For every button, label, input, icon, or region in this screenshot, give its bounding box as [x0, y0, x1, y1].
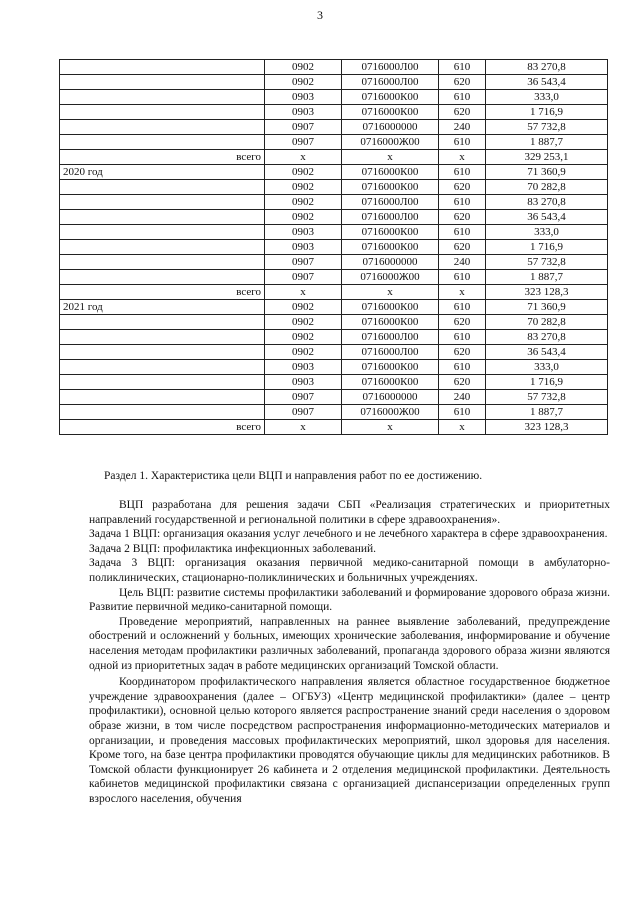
- paragraph: Задача 1 ВЦП: организация оказания услуг лечебного и не лечебного характера в сфере здравоохранения.: [89, 528, 608, 541]
- table-cell: х: [265, 285, 342, 300]
- row-label-cell: всего: [60, 285, 265, 300]
- table-cell: 610: [439, 270, 486, 285]
- table-row: [60, 405, 608, 420]
- table-cell: 610: [439, 90, 486, 105]
- table-row: [60, 240, 608, 255]
- table-cell: 83 270,8: [486, 195, 608, 210]
- table-cell: 333,0: [486, 90, 608, 105]
- table-cell: 0907: [265, 255, 342, 270]
- table-cell: 1 716,9: [486, 240, 608, 255]
- table-row: [60, 255, 608, 270]
- table-cell: 57 732,8: [486, 390, 608, 405]
- table-cell: 0902: [265, 75, 342, 90]
- row-label-cell: [60, 225, 265, 240]
- row-label-cell: [60, 405, 265, 420]
- table-cell: 1 716,9: [486, 375, 608, 390]
- row-label-cell: [60, 60, 265, 75]
- table-cell: 610: [439, 60, 486, 75]
- table-row: [60, 345, 608, 360]
- row-label-cell: [60, 240, 265, 255]
- table-cell: 71 360,9: [486, 165, 608, 180]
- table-cell: 333,0: [486, 225, 608, 240]
- table-cell: 610: [439, 225, 486, 240]
- page-number: 3: [317, 8, 323, 22]
- row-label-cell: [60, 330, 265, 345]
- paragraph: Координатором профилактического направления является областное государственное бюджетное учреждение здравоохранения (далее – ОГБУЗ) «Центр медицинской профилактики» (далее – центр профилактики), основной целью которого является распространение знаний среди населения о здоровом образе жизни, в том числе посредством распространения информационно-методических материалов и организации, и проведения массовых профилактических мероприятий, школ здоровья для населения. Кроме того, на базе центра профилактики проводятся обучающие циклы для медицинских работников. В Томской области функционирует 26 кабинета и 2 отделения медицинской профилактики. Деятельность кабинетов медицинской профилактики связана с организацией диспансеризации определенных групп взрослого населения, обучения: [89, 676, 610, 805]
- table-cell: 0902: [265, 315, 342, 330]
- table-cell: 240: [439, 390, 486, 405]
- table-cell: 0716000Л00: [342, 345, 439, 360]
- table-cell: 0716000Л00: [342, 60, 439, 75]
- table-cell: 240: [439, 120, 486, 135]
- table-cell: 0716000Ж00: [342, 135, 439, 150]
- table-cell: х: [439, 420, 486, 435]
- table-cell: 0902: [265, 165, 342, 180]
- table-cell: 620: [439, 75, 486, 90]
- row-label-cell: всего: [60, 150, 265, 165]
- row-label-cell: [60, 375, 265, 390]
- table-cell: 0903: [265, 90, 342, 105]
- row-label-cell: [60, 75, 265, 90]
- table-row: [60, 225, 608, 240]
- table-cell: 0902: [265, 210, 342, 225]
- table-cell: 0716000000: [342, 120, 439, 135]
- table-cell: 0716000К00: [342, 315, 439, 330]
- table-cell: 36 543,4: [486, 345, 608, 360]
- table-row: [60, 270, 608, 285]
- table-cell: 0716000К00: [342, 375, 439, 390]
- table-row: [60, 360, 608, 375]
- table-cell: 0902: [265, 345, 342, 360]
- section-title: Раздел 1. Характеристика цели ВЦП и направления работ по ее достижению.: [104, 470, 483, 482]
- table-cell: 610: [439, 165, 486, 180]
- table-row: [60, 150, 608, 165]
- table-cell: 0716000К00: [342, 180, 439, 195]
- table-cell: 610: [439, 405, 486, 420]
- table-cell: 0907: [265, 135, 342, 150]
- row-label-cell: всего: [60, 420, 265, 435]
- table-cell: 620: [439, 105, 486, 120]
- table-cell: 57 732,8: [486, 120, 608, 135]
- table-cell: 71 360,9: [486, 300, 608, 315]
- table-cell: 0716000К00: [342, 240, 439, 255]
- table-cell: 70 282,8: [486, 180, 608, 195]
- table-cell: 1 887,7: [486, 270, 608, 285]
- table-row: [60, 300, 608, 315]
- table-cell: 0716000К00: [342, 360, 439, 375]
- table-row: [60, 75, 608, 90]
- table-cell: х: [342, 420, 439, 435]
- row-label-cell: [60, 255, 265, 270]
- table-cell: 333,0: [486, 360, 608, 375]
- table-cell: 1 887,7: [486, 135, 608, 150]
- table-cell: 0907: [265, 270, 342, 285]
- paragraph: Проведение мероприятий, направленных на раннее выявление заболеваний, предупреждение обострений и осложнений у больных, имеющих хронические заболевания, информирование и обучение населения методам профилактики различных заболеваний, пропаганда здорового образа жизни являются одной из приоритетных задач в работе медицинских организаций Томской области.: [89, 615, 610, 672]
- table-row: [60, 90, 608, 105]
- table-cell: 323 128,3: [486, 285, 608, 300]
- table-cell: 0907: [265, 405, 342, 420]
- row-label-cell: 2021 год: [60, 300, 265, 315]
- table-cell: 0902: [265, 300, 342, 315]
- row-label-cell: [60, 345, 265, 360]
- table-row: [60, 315, 608, 330]
- table-cell: 0902: [265, 60, 342, 75]
- row-label-cell: [60, 120, 265, 135]
- table-cell: 0903: [265, 105, 342, 120]
- table-cell: 610: [439, 300, 486, 315]
- budget-table: [59, 59, 608, 435]
- table-cell: 1 887,7: [486, 405, 608, 420]
- row-label-cell: [60, 210, 265, 225]
- table-cell: 329 253,1: [486, 150, 608, 165]
- table-row: [60, 195, 608, 210]
- table-cell: 70 282,8: [486, 315, 608, 330]
- table-cell: 57 732,8: [486, 255, 608, 270]
- row-label-cell: 2020 год: [60, 165, 265, 180]
- table-cell: 0907: [265, 120, 342, 135]
- table-cell: 620: [439, 240, 486, 255]
- table-cell: 83 270,8: [486, 60, 608, 75]
- budget-table-body: [60, 60, 608, 435]
- table-cell: 0716000Л00: [342, 195, 439, 210]
- table-cell: 0716000К00: [342, 225, 439, 240]
- paragraph: Задача 2 ВЦП: профилактика инфекционных заболеваний.: [89, 542, 377, 555]
- table-row: [60, 420, 608, 435]
- table-row: [60, 135, 608, 150]
- row-label-cell: [60, 360, 265, 375]
- table-cell: 240: [439, 255, 486, 270]
- row-label-cell: [60, 105, 265, 120]
- table-cell: 0903: [265, 360, 342, 375]
- table-row: [60, 390, 608, 405]
- table-cell: 83 270,8: [486, 330, 608, 345]
- table-cell: 0716000К00: [342, 105, 439, 120]
- row-label-cell: [60, 270, 265, 285]
- table-cell: 0716000К00: [342, 300, 439, 315]
- table-cell: 0902: [265, 330, 342, 345]
- row-label-cell: [60, 90, 265, 105]
- table-cell: 36 543,4: [486, 210, 608, 225]
- table-cell: 0902: [265, 180, 342, 195]
- table-cell: х: [439, 150, 486, 165]
- table-cell: 620: [439, 210, 486, 225]
- table-cell: 610: [439, 330, 486, 345]
- table-cell: 0902: [265, 195, 342, 210]
- table-cell: 620: [439, 180, 486, 195]
- table-cell: х: [265, 420, 342, 435]
- table-cell: 620: [439, 375, 486, 390]
- paragraph: ВЦП разработана для решения задачи СБП «Реализация стратегических и приоритетных направлений государственной и региональной политики в сфере здравоохранения».: [89, 499, 610, 526]
- table-row: [60, 60, 608, 75]
- table-cell: 0907: [265, 390, 342, 405]
- table-cell: 610: [439, 135, 486, 150]
- table-cell: х: [439, 285, 486, 300]
- table-cell: х: [342, 285, 439, 300]
- table-cell: х: [265, 150, 342, 165]
- table-row: [60, 120, 608, 135]
- row-label-cell: [60, 315, 265, 330]
- table-row: [60, 165, 608, 180]
- table-row: [60, 330, 608, 345]
- table-cell: 0716000К00: [342, 165, 439, 180]
- paragraph: Цель ВЦП: развитие системы профилактики заболеваний и формирование здорового образа жизни. Развитие первичной медико-санитарной помощи.: [89, 586, 610, 614]
- row-label-cell: [60, 135, 265, 150]
- table-cell: 0716000Л00: [342, 210, 439, 225]
- table-cell: 620: [439, 315, 486, 330]
- table-cell: 0716000Л00: [342, 330, 439, 345]
- table-row: [60, 105, 608, 120]
- row-label-cell: [60, 390, 265, 405]
- table-cell: 620: [439, 345, 486, 360]
- table-row: [60, 285, 608, 300]
- paragraph: Задача 3 ВЦП: организация оказания первичной медико-санитарной помощи в амбулаторно-поликлинических, стационарно-поликлинических и больничных учреждениях.: [89, 557, 610, 584]
- table-cell: 0716000К00: [342, 90, 439, 105]
- table-cell: 0716000Ж00: [342, 405, 439, 420]
- table-cell: 0716000000: [342, 390, 439, 405]
- table-row: [60, 210, 608, 225]
- table-cell: 610: [439, 195, 486, 210]
- table-cell: 0716000Ж00: [342, 270, 439, 285]
- table-cell: 0716000Л00: [342, 75, 439, 90]
- table-row: [60, 375, 608, 390]
- row-label-cell: [60, 180, 265, 195]
- table-cell: 0903: [265, 375, 342, 390]
- table-cell: 0903: [265, 240, 342, 255]
- table-cell: 36 543,4: [486, 75, 608, 90]
- table-cell: 610: [439, 360, 486, 375]
- row-label-cell: [60, 195, 265, 210]
- body-text: [89, 498, 610, 806]
- table-cell: 0716000000: [342, 255, 439, 270]
- table-cell: 1 716,9: [486, 105, 608, 120]
- table-cell: 323 128,3: [486, 420, 608, 435]
- table-cell: 0903: [265, 225, 342, 240]
- table-cell: х: [342, 150, 439, 165]
- table-row: [60, 180, 608, 195]
